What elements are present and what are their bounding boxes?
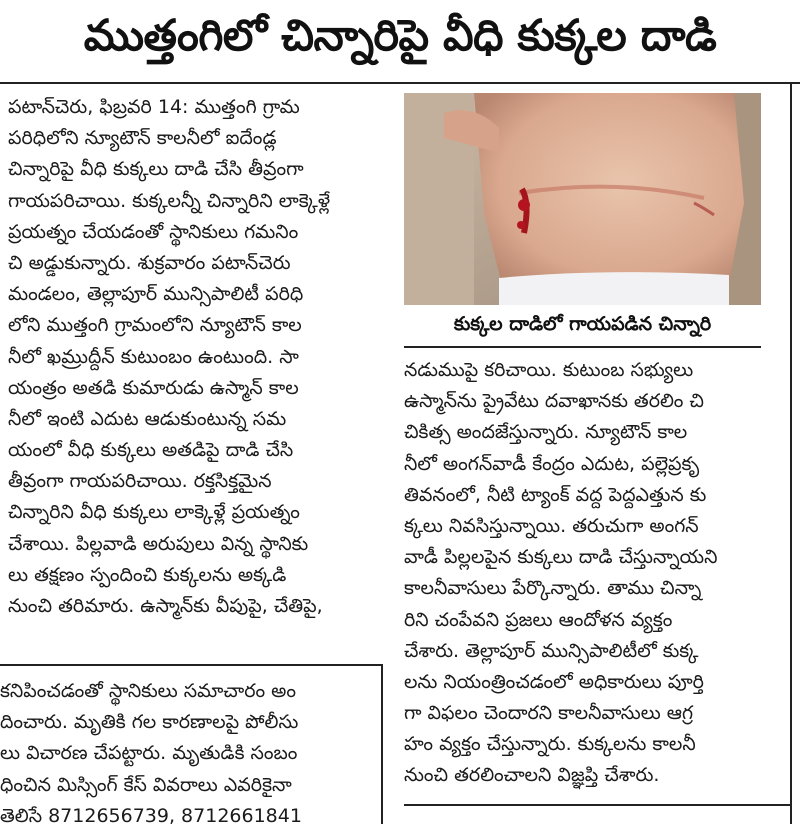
right-column — [404, 355, 788, 792]
text-line: ప్రయత్నం చేయడంతో స్థానికులు గమనిం — [8, 220, 299, 243]
text-line: దించారు. మృతికి గల కారణాలపై పోలీసు — [0, 711, 299, 734]
text-line: చికిత్స అందజేస్తున్నారు. న్యూటౌన్ కాల — [404, 421, 688, 444]
text-line: కనిపించడంతో స్థానికులు సమాచారం అం — [0, 680, 297, 702]
text-line: కాలనీవాసులు పేర్కొన్నారు. తాము చిన్నా — [404, 577, 702, 600]
text-line: లను నియంత్రించడంలో అధికారులు పూర్తి — [404, 670, 704, 693]
text-line: గా విఫలం చెందారని కాలనీవాసులు ఆగ్ర — [404, 702, 694, 725]
text-line: ఉస్మాన్‌ను ప్రైవేటు దవాఖానకు తరలిం చి — [404, 390, 704, 413]
text-line: నీలో అంగన్‌వాడీ కేంద్రం ఎదుట, పల్లెప్రకృ — [404, 452, 700, 475]
headline-rule — [0, 82, 800, 84]
headline: ముత్తంగిలో చిన్నారిపై వీధి కుక్కల దాడి — [83, 11, 717, 61]
text-line: నీలో ఇంటి ఎదుట ఆడుకుంటున్న సమ — [8, 407, 287, 430]
page-bottom-rule — [404, 804, 790, 806]
text-line: రిని చంపేవని ప్రజలు ఆందోళన వ్యక్తం — [404, 608, 673, 631]
text-line: తెలిసే 8712656739, 8712661841 — [0, 804, 302, 827]
text-line: చిన్నారిపై వీధి కుక్కలు దాడి చేసి తీవ్రంగా — [8, 158, 304, 181]
caption-rule — [404, 346, 761, 348]
text-line: క్కలు నివసిస్తున్నాయి. తరుచుగా అంగన్ — [404, 514, 699, 537]
page-right-rule — [790, 84, 792, 824]
text-line: నుంచి తరిమారు. ఉస్మాన్‌కు వీపుపై, చేతిపై, — [8, 595, 323, 617]
text-line: చిన్నారిని వీధి కుక్కలు లాక్కెళ్లే ప్రయత్నం — [8, 501, 300, 524]
text-line: యంత్రం అతడి కుమారుడు ఉస్మాన్ కాల — [8, 376, 299, 399]
text-line: లోని ముత్తంగి గ్రామంలోని న్యూటౌన్ కాల — [8, 314, 302, 337]
text-line: మండలం, తెల్లాపూర్ మున్సిపాలిటీ పరిధి — [8, 283, 304, 306]
text-line: తివనంలో, నీటి ట్యాంక్ వద్ద పెద్దఎత్తున కు — [404, 483, 707, 506]
text-line: గాయపరిచాయి. కుక్కలన్నీ చిన్నారిని లాక్కెళ్లే — [8, 189, 331, 212]
text-line: చేశారు. తెల్లాపూర్ మున్సిపాలిటీలో కుక్క — [404, 639, 699, 662]
text-line: పటాన్‌చెరు, ఫిబ్రవరి 14: ముత్తంగి గ్రామ — [8, 96, 300, 118]
bottom-fragment — [0, 676, 380, 832]
text-line: యంలో వీధి కుక్కలు అతడిపై దాడి చేసి — [8, 439, 294, 462]
text-line: చేశాయి. పిల్లవాడి అరుపులు విన్న స్థానికు — [8, 532, 309, 555]
injured-child-back-photo-icon — [404, 93, 761, 305]
left-column — [8, 92, 384, 622]
text-line: నడుముపై కరిచాయి. కుటుంబ సభ్యులు — [404, 359, 694, 381]
text-line: నుంచి తరలించాలని విజ్ఞప్తి చేశారు. — [404, 764, 660, 787]
photo-caption: కుక్కల దాడిలో గాయపడిన చిన్నారి — [453, 312, 712, 335]
text-line: ధించిన మిస్సింగ్ కేస్ వివరాలు ఎవరికైనా — [0, 773, 292, 796]
text-line: లు తక్షణం స్పందించి కుక్కలను అక్కడి — [8, 563, 287, 586]
news-photo — [404, 93, 761, 305]
text-line: నీలో ఖమ్రుద్దీన్ కుటుంబం ఉంటుంది. సా — [8, 345, 299, 368]
text-line: చి అడ్డుకున్నారు. శుక్రవారం పటాన్‌చెరు — [8, 251, 291, 274]
text-line: లు విచారణ చేపట్టారు. మృతుడికి సంబం — [0, 742, 298, 765]
text-line: తీవ్రంగా గాయపరిచాయి. రక్తసిక్తమైన — [8, 470, 272, 493]
text-line: హం వ్యక్తం చేస్తున్నారు. కుక్కలను కాలనీ — [404, 733, 696, 756]
bottom-fragment-vrule — [381, 664, 383, 824]
text-line: పరిధిలోని న్యూటౌన్ కాలనీలో ఐదేండ్ల — [8, 127, 277, 150]
text-line: వాడీ పిల్లలపైన కుక్కలు దాడి చేస్తున్నాయని — [404, 546, 718, 569]
bottom-fragment-rule — [0, 664, 382, 666]
